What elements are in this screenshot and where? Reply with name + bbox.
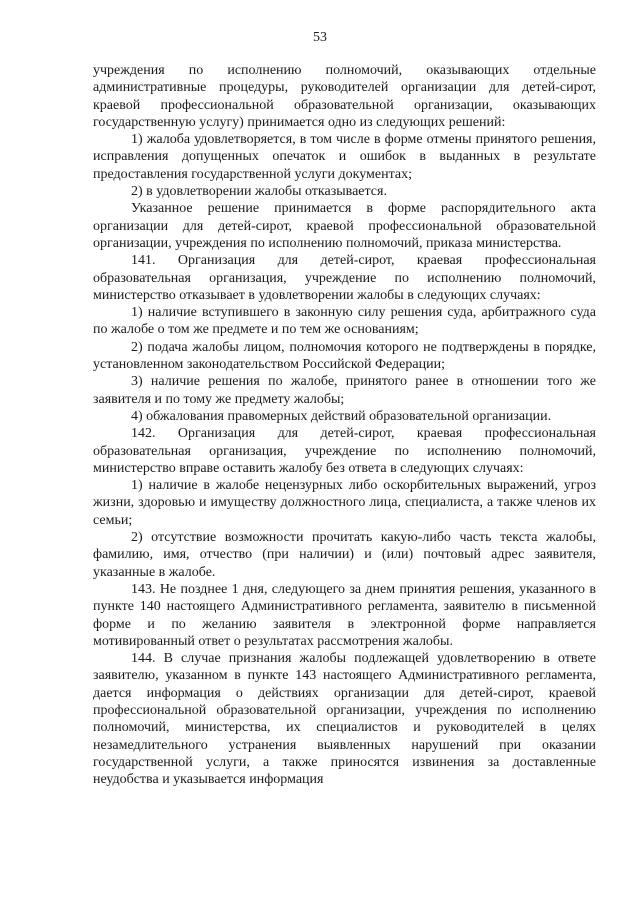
paragraph: Указанное решение принимается в форме распорядительного акта организации для детей-сирот, краевой профессиональной образовательной организации, учреждения по исполнению полномочий, приказа министерства. [93, 201, 596, 251]
paragraph: 143. Не позднее 1 дня, следующего за днем принятия решения, указанного в пункте 140 настоящего Административного регламента, заявителю в письменной форме и по желанию заявителя в электронной форме направляется мотивированный ответ о результатах рассмотрения жалобы. [93, 581, 596, 649]
paragraph: 4) обжалования правомерных действий образовательной организации. [131, 408, 552, 424]
paragraph: 144. В случае признания жалобы подлежащей удовлетворению в ответе заявителю, указанном в пункте 143 настоящего Административного регламента, дается информация о действиях организации для детей-сирот, краевой профессиональной образовательной организации, учреждения по исполнению полномочий, министерства, их специалистов и руководителей в целях незамедлительного устранения выявленных нарушений при оказании государственной услуги, а также приносятся извинения за доставленные неудобства и указывается информация [93, 651, 596, 788]
paragraph: 2) в удовлетворении жалобы отказывается. [131, 184, 387, 200]
paragraph: 2) подача жалобы лицом, полномочия которого не подтверждены в порядке, установленном законодательством Российской Федерации; [93, 339, 596, 373]
paragraph: 1) наличие вступившего в законную силу решения суда, арбитражного суда по жалобе о том же предмете и по тем же основаниям; [93, 305, 596, 338]
paragraph: 2) отсутствие возможности прочитать какую-либо часть текста жалобы, фамилию, имя, отчество (при наличии) и (или) почтовый адрес заявителя, указанные в жалобе. [93, 530, 596, 580]
paragraph: 1) наличие в жалобе нецензурных либо оскорбительных выражений, угроз жизни, здоровью и имуществу должностного лица, специалиста, а также членов их семьи; [93, 478, 596, 528]
document-body [93, 62, 596, 788]
paragraph: учреждения по исполнению полномочий, оказывающих отдельные административные процедуры, руководителей организации для детей-сирот, краевой профессиональной образовательной организации, оказывающих государственную услугу) принимается одно из следующих решений: [93, 63, 596, 130]
paragraph: 141. Организация для детей-сирот, краевая профессиональная образовательная организация, учреждение по исполнению полномочий, министерство отказывает в удовлетворении жалобы в следующих случаях: [93, 253, 596, 303]
paragraph: 142. Организация для детей-сирот, краевая профессиональная образовательная организация, учреждение по исполнению полномочий, министерство вправе оставить жалобу без ответа в следующих случаях: [93, 426, 596, 476]
page-number: 53 [313, 30, 327, 45]
paragraph: 1) жалоба удовлетворяется, в том числе в форме отмены принятого решения, исправления допущенных опечаток и ошибок в выданных в результате предоставления государственной услуги документах; [93, 132, 596, 182]
paragraph: 3) наличие решения по жалобе, принятого ранее в отношении того же заявителя и по тому же предмету жалобы; [93, 374, 596, 407]
